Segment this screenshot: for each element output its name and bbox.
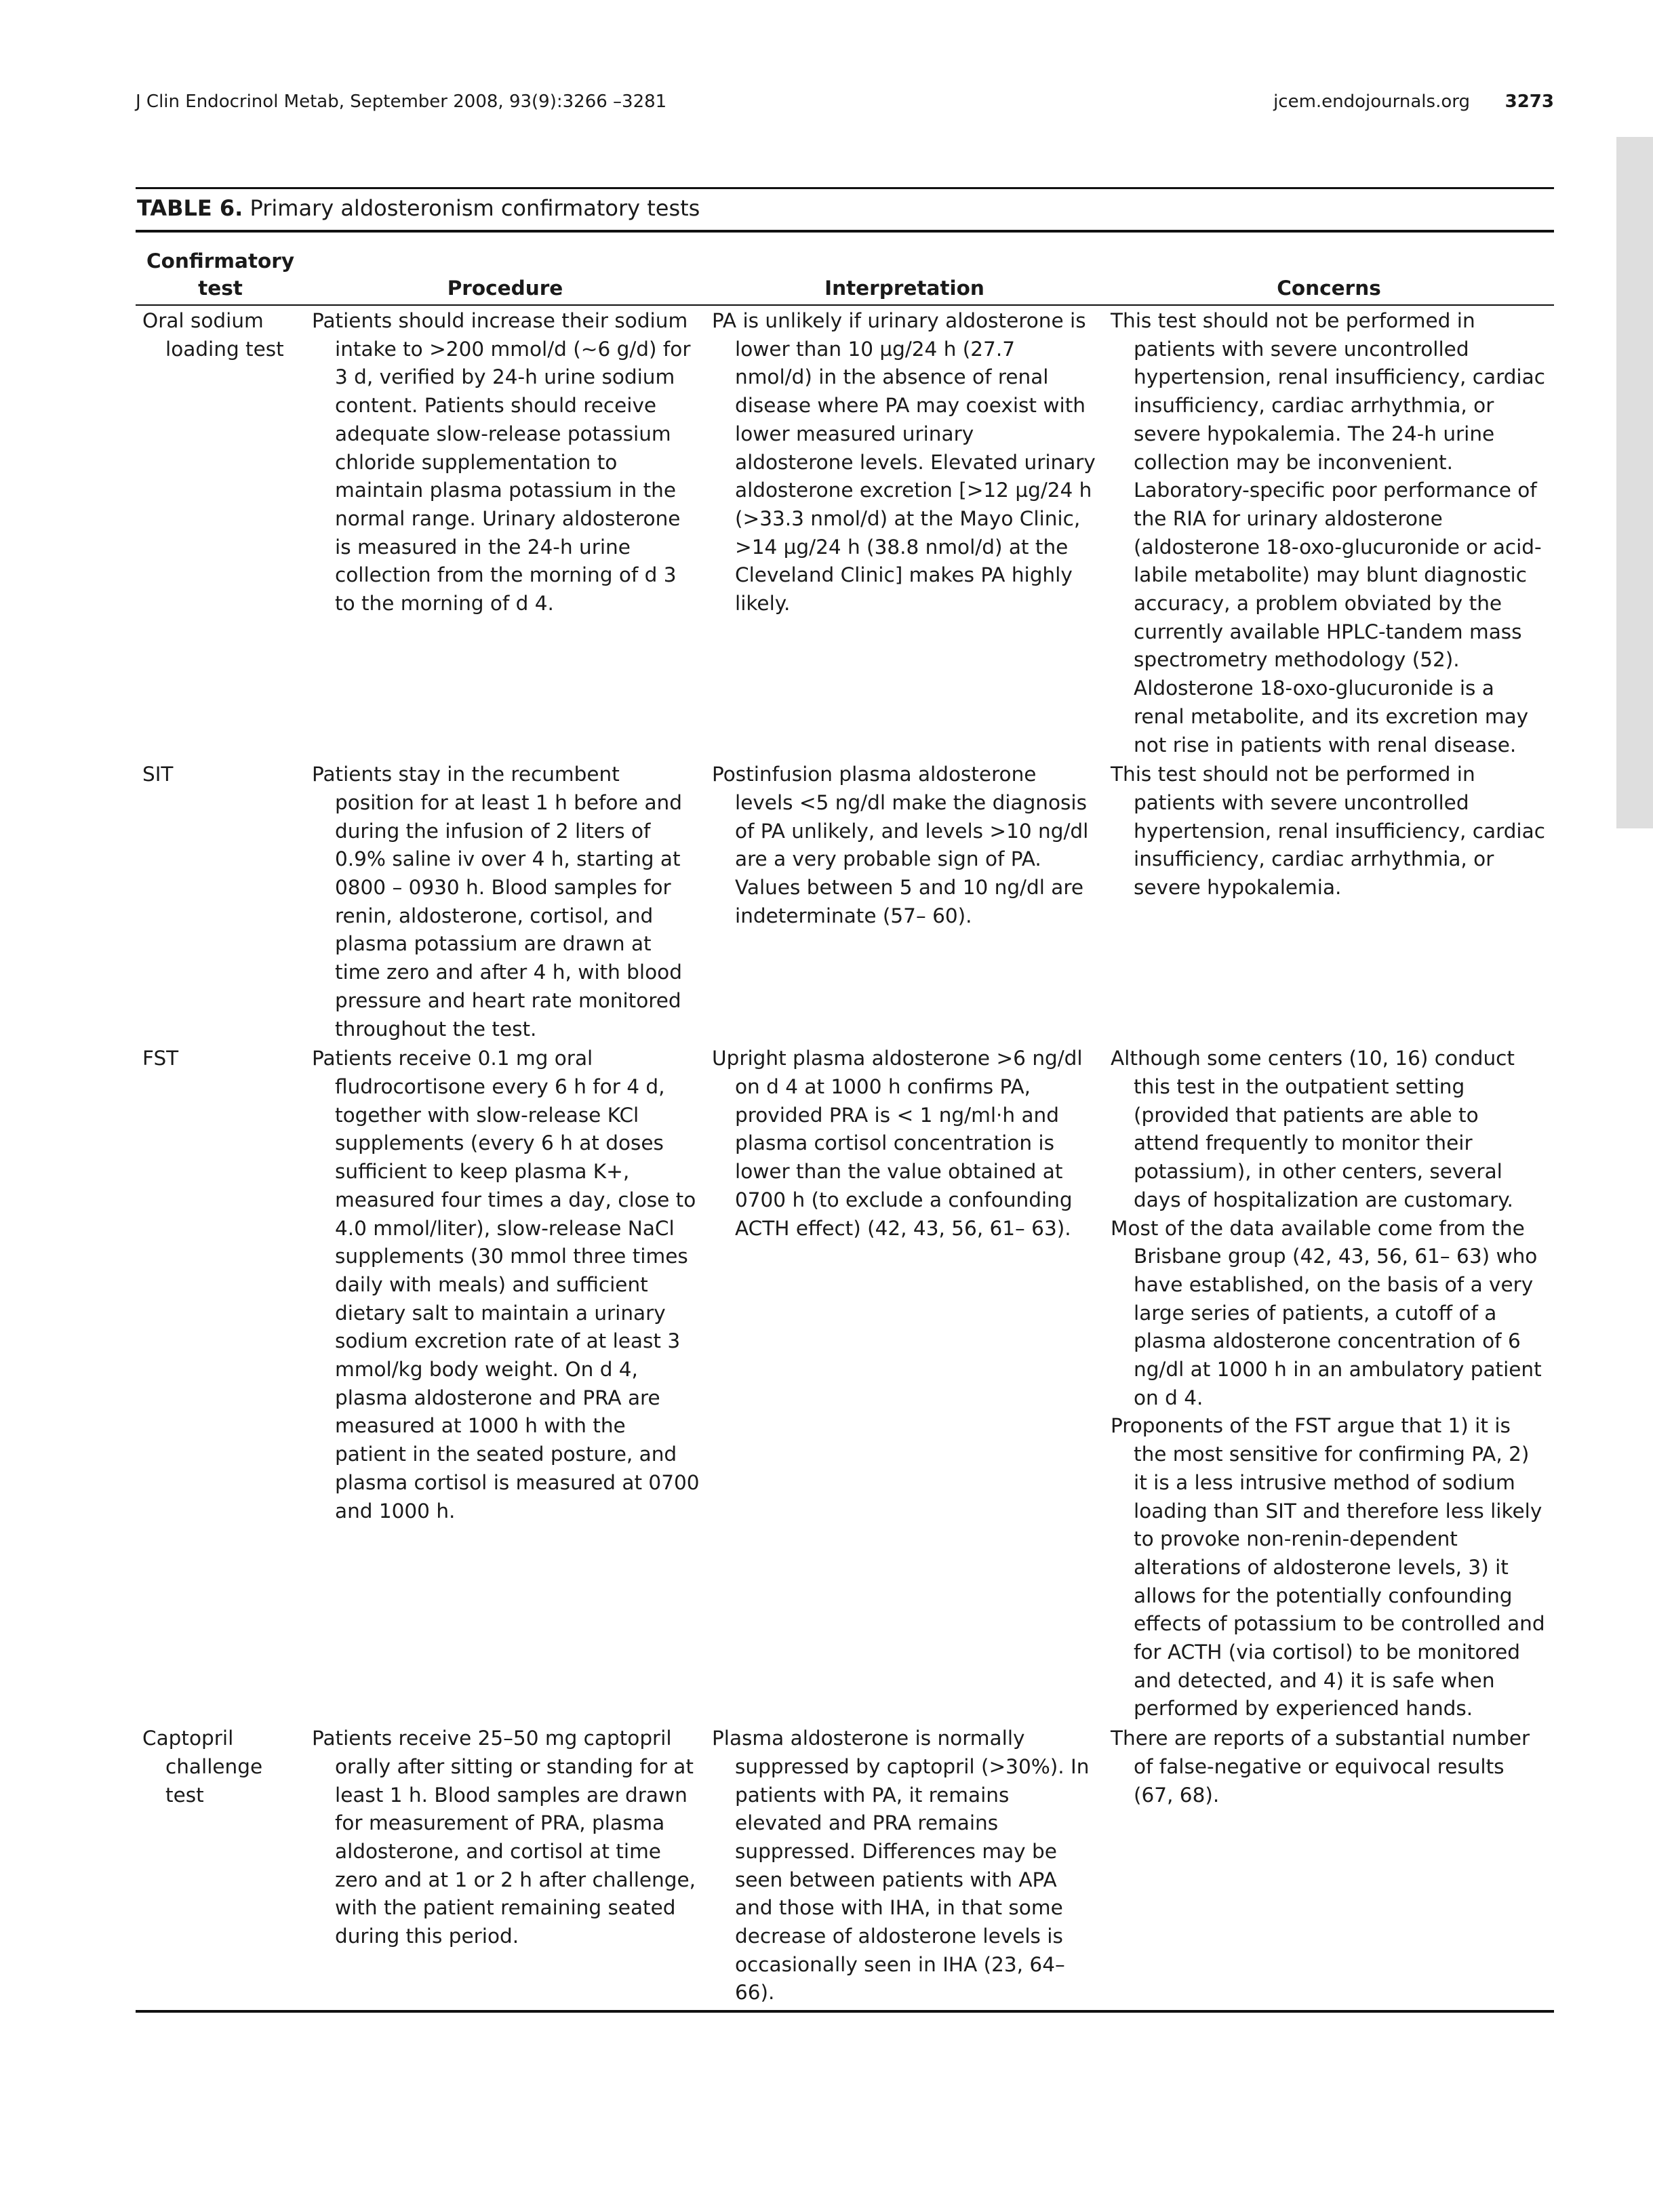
page-edge-tab — [1616, 137, 1653, 828]
cell-interpretation — [705, 1723, 1104, 2011]
cell-concerns — [1104, 1723, 1554, 2011]
journal-citation: J Clin Endocrinol Metab, September 2008, 93(9):3266 –3281 — [136, 92, 667, 112]
procedure-text: Patients receive 0.1 mg oral fludrocortisone every 6 h for 4 d, together with slow-release KCl supplements (every 6 h at doses sufficient to keep plasma K+, measured four times a day, close to 4.0 mmol/liter), slow-release NaCl supplements (30 mmol three times daily with meals) and sufficient dietary salt to maintain a urinary sodium excretion rate of at least 3 mmol/kg body weight. On d 4, plasma aldosterone and PRA are measured at 1000 h with the patient in the seated posture, and plasma cortisol is measured at 0700 and 1000 h. — [312, 1047, 700, 1523]
confirmatory-tests-table — [136, 247, 1554, 2013]
column-header-concerns: Concerns — [1104, 247, 1554, 305]
cell-interpretation — [705, 305, 1104, 759]
interpretation-text: PA is unlikely if urinary aldosterone is lower than 10 µg/24 h (27.7 nmol/d) in the absence of renal disease where PA may coexist with lower measured urinary aldosterone levels. Elevated urinary aldosterone excretion [>12 µg/24 h (>33.3 nmol/d) at the Mayo Clinic, >14 µg/24 h (38.8 nmol/d) at the Cleveland Clinic] makes PA highly likely. — [712, 309, 1096, 616]
concerns-text: Most of the data available come from the Brisbane group (42, 43, 56, 61– 63) who have established, on the basis of a very large series of patients, a cutoff of a plasma aldosterone concentration of 6 ng/dl at 1000 h in an ambulatory patient on d 4. — [1111, 1216, 1542, 1409]
table-row-sit — [136, 759, 1554, 1043]
procedure-text: Patients should increase their sodium intake to >200 mmol/d (~6 g/d) for 3 d, verified by 24-h urine sodium content. Patients should receive adequate slow-release potassium chloride supplementation to maintain plasma potassium in the normal range. Urinary aldosterone is measured in the 24-h urine collection from the morning of d 3 to the morning of d 4. — [312, 309, 691, 616]
cell-concerns — [1104, 305, 1554, 759]
cell-interpretation — [705, 759, 1104, 1043]
interpretation-text: Upright plasma aldosterone >6 ng/dl on d 4 at 1000 h confirms PA, provided PRA is < 1 ng/ml·h and plasma cortisol concentration is lower than the value obtained at 0700 h (to exclude a confounding ACTH effect) (42, 43, 56, 61– 63). — [712, 1047, 1083, 1240]
cell-test — [136, 1043, 305, 1723]
page-number: 3273 — [1505, 92, 1554, 112]
column-header-interpretation: Interpretation — [705, 247, 1104, 305]
concerns-text: This test should not be performed in patients with severe uncontrolled hypertension, renal insufficiency, cardiac insufficiency, cardiac arrhythmia, or severe hypokalemia. The 24-h urine collection may be inconvenient. Laboratory-specific poor performance of the RIA for urinary aldosterone (aldosterone 18-oxo-glucuronide or acid-labile metabolite) may blunt diagnostic accuracy, a problem obviated by the currently available HPLC-tandem mass spectrometry methodology (52). Aldosterone 18-oxo-glucuronide is a renal metabolite, and its excretion may not rise in patients with renal disease. — [1111, 309, 1545, 757]
column-header-test: Confirmatory test — [136, 247, 305, 305]
cell-procedure — [305, 1723, 705, 2011]
table-header-row — [136, 247, 1554, 305]
procedure-text: Patients receive 25–50 mg captopril orally after sitting or standing for at least 1 h. Blood samples are drawn for measurement of PRA, plasma aldosterone, and cortisol at time zero and at 1 or 2 h after challenge, with the patient remaining seated during this period. — [312, 1727, 696, 1948]
table-caption — [136, 189, 1554, 227]
table-row-fst — [136, 1043, 1554, 1723]
cell-test — [136, 759, 305, 1043]
interpretation-text: Postinfusion plasma aldosterone levels <5 ng/dl make the diagnosis of PA unlikely, and levels >10 ng/dl are a very probable sign of PA. Values between 5 and 10 ng/dl are indeterminate (57– 60). — [712, 763, 1089, 927]
table-caption-rule — [136, 230, 1554, 233]
concerns-text: This test should not be performed in patients with severe uncontrolled hypertension, renal insufficiency, cardiac insufficiency, cardiac arrhythmia, or severe hypokalemia. — [1111, 763, 1545, 900]
table-title: Primary aldosteronism confirmatory tests — [250, 195, 700, 221]
concerns-text: There are reports of a substantial number of false-negative or equivocal results (67, 68). — [1111, 1727, 1530, 1807]
test-name: Captopril challenge test — [142, 1727, 263, 1807]
test-name: Oral sodium loading test — [142, 309, 284, 361]
cell-procedure — [305, 1043, 705, 1723]
cell-concerns — [1104, 759, 1554, 1043]
interpretation-text: Plasma aldosterone is normally suppressed by captopril (>30%). In patients with PA, it remains elevated and PRA remains suppressed. Differences may be seen between patients with APA and those with IHA, in that some decrease of aldosterone levels is occasionally seen in IHA (23, 64– 66). — [712, 1727, 1090, 2005]
journal-website: jcem.endojournals.org — [1273, 92, 1470, 112]
concerns-text: Proponents of the FST argue that 1) it is the most sensitive for confirming PA, 2) it is a less intrusive method of sodium loading than SIT and therefore less likely to provoke non-renin-dependent alterations of aldosterone levels, 3) it allows for the potentially confounding effects of potassium to be controlled and for ACTH (via cortisol) to be monitored and detected, and 4) it is safe when performed by experienced hands. — [1111, 1414, 1545, 1721]
cell-test — [136, 1723, 305, 2011]
cell-procedure — [305, 759, 705, 1043]
table-row-captopril — [136, 1723, 1554, 2011]
procedure-text: Patients stay in the recumbent position for at least 1 h before and during the infusion of 2 liters of 0.9% saline iv over 4 h, starting at 0800 – 0930 h. Blood samples for renin, aldosterone, cortisol, and plasma potassium are drawn at time zero and after 4 h, with blood pressure and heart rate monitored throughout the test. — [312, 763, 682, 1041]
cell-procedure — [305, 305, 705, 759]
concerns-text: Although some centers (10, 16) conduct this test in the outpatient setting (provided that patients are able to attend frequently to monitor their potassium), in other centers, several days of hospitalization are customary. — [1111, 1047, 1515, 1211]
column-header-procedure: Procedure — [305, 247, 705, 305]
running-head — [136, 87, 1554, 117]
table-6 — [136, 187, 1554, 2013]
test-name: FST — [142, 1047, 179, 1070]
cell-concerns — [1104, 1043, 1554, 1723]
test-name: SIT — [142, 763, 174, 786]
cell-interpretation — [705, 1043, 1104, 1723]
table-row-oral-sodium — [136, 305, 1554, 759]
cell-test — [136, 305, 305, 759]
table-label: TABLE 6. — [137, 195, 243, 221]
